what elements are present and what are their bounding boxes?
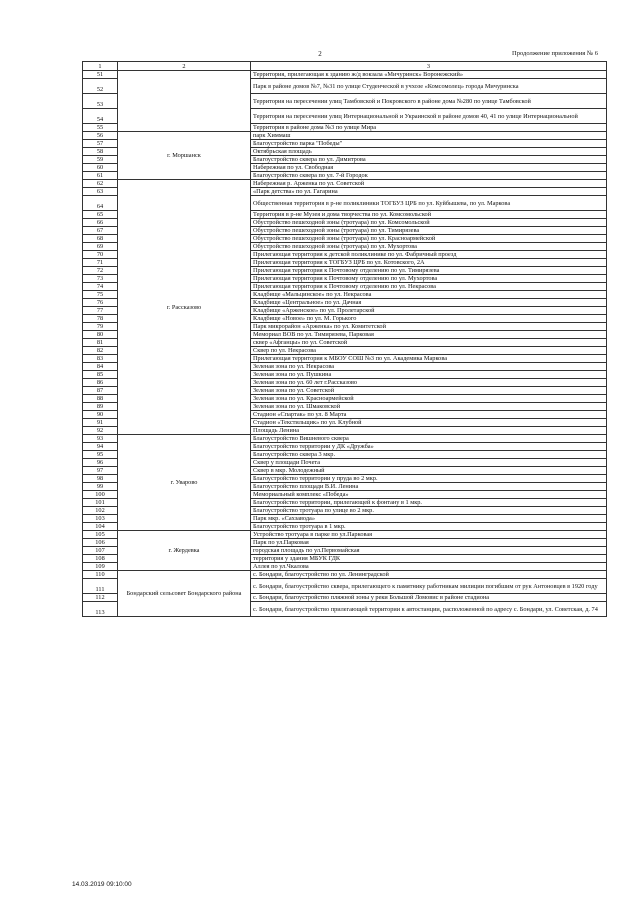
area-cell: Бондарский сельсовет Бондарского района [118,571,251,617]
site-description-cell: Благоустройство площади В.И. Ленина [251,483,607,491]
footer-timestamp: 14.03.2019 09:10:00 [72,881,132,888]
site-description-cell: Прилегающая территория к Почтовому отделению по ул. Тимирязева [251,267,607,275]
row-number-cell: 56 [83,132,118,140]
site-description-cell: Мемориальный комплекс «Победа» [251,491,607,499]
site-description-cell: Благоустройство территории у пруда во 2 мкр. [251,475,607,483]
site-description-cell: Стадион «Спартак» по ул. 8 Марта [251,411,607,419]
row-number-cell: 80 [83,331,118,339]
site-description-cell: Прилегающая территория к Почтовому отделению по ул. Некрасова [251,283,607,291]
site-description-cell: Зеленая зона по ул. Советской [251,387,607,395]
row-number-cell: 98 [83,475,118,483]
row-number-cell: 89 [83,403,118,411]
site-description-cell: Кладбище «Новое» по ул. М. Горького [251,315,607,323]
table-body [83,62,607,617]
site-description-cell: городская площадь по ул.Первомайская [251,547,607,555]
row-number-cell: 57 [83,140,118,148]
site-description-cell: Благоустройство территории, прилегающей к фонтану в 1 мкр. [251,499,607,507]
site-description-cell: Прилегающая территория к МБОУ СОШ №3 по ул. Академика Маркова [251,355,607,363]
site-description-cell: Октябрьская площадь [251,148,607,156]
table-row [83,180,607,188]
row-number-cell: 67 [83,227,118,235]
site-description-cell: Территория в р-не Музея и дома творчества по ул. Комсомольской [251,211,607,219]
page-number: 2 [318,50,322,58]
row-number-cell: 93 [83,435,118,443]
row-number-cell: 51 [83,71,118,79]
site-description-cell: «Парк детства» по ул. Гагарина [251,188,607,196]
row-number-cell: 64 [83,196,118,211]
site-description-cell: сквер «Афганцы» по ул. Советской [251,339,607,347]
row-number-cell: 61 [83,172,118,180]
row-number-cell: 100 [83,491,118,499]
row-number-cell: 111 [83,579,118,594]
row-number-cell: 104 [83,523,118,531]
row-number-cell: 54 [83,109,118,124]
site-description-cell: Парк по ул.Парковая [251,539,607,547]
site-description-cell: Прилегающая территория к детской поликлинике по ул. Фабричный проезд [251,251,607,259]
site-description-cell: с. Бондари, благоустройство пляжной зоны у реки Большой Ломовис в районе стадиона [251,594,607,602]
table-row [83,571,607,579]
site-description-cell: Благоустройство тротуара по улице во 2 мкр. [251,507,607,515]
table-row [83,435,607,443]
site-description-cell: Прилегающая территория к ТОГБУЗ ЦРБ по ул. Котовского, 2А [251,259,607,267]
site-description-cell: Благоустройство Вишневого сквера [251,435,607,443]
site-description-cell: Благоустройство сквера по ул. Димитрова [251,156,607,164]
row-number-cell: 83 [83,355,118,363]
site-description-cell: Благоустройство территории у ДК «Дружба» [251,443,607,451]
row-number-cell: 75 [83,291,118,299]
site-description-cell: Территория на пересечении улиц Тамбовской и Покровского в районе дома №280 по улице Тамбовской [251,94,607,109]
site-description-cell: Парк мкр. «Сахзавода» [251,515,607,523]
row-number-cell: 68 [83,235,118,243]
row-number-cell: 52 [83,79,118,94]
row-number-cell: 94 [83,443,118,451]
site-description-cell: Обустройство пешеходной зоны (тротуара) по ул. Мухортова [251,243,607,251]
table-header-row [83,62,607,71]
row-number-cell: 88 [83,395,118,403]
site-description-cell: территория у здания МБУК ГДК [251,555,607,563]
site-description-cell: Зеленая зона по ул. 60 лет г.Рассказово [251,379,607,387]
row-number-cell: 59 [83,156,118,164]
table-row [83,531,607,539]
area-cell: г. Жердевка [118,531,251,571]
row-number-cell: 82 [83,347,118,355]
site-description-cell: с. Бондари, благоустройство сквера, прилегающего к памятнику работникам милиции погибшим от рук Антоновцев в 1920 году [251,579,607,594]
site-description-cell: Стадион «Текстильщик» по ул. Клубной [251,419,607,427]
site-description-cell: Зеленая зона по ул. Шмаковской [251,403,607,411]
site-description-cell: Зеленая зона по ул. Некрасова [251,363,607,371]
row-number-cell: 86 [83,379,118,387]
row-number-cell: 99 [83,483,118,491]
site-description-cell: Зеленая зона по ул. Пушкина [251,371,607,379]
row-number-cell: 81 [83,339,118,347]
row-number-cell: 110 [83,571,118,579]
row-number-cell: 71 [83,259,118,267]
site-description-cell: Благоустройство сквера 3 мкр. [251,451,607,459]
row-number-cell: 112 [83,594,118,602]
site-description-cell: Обустройство пешеходной зоны (тротуара) по ул. Тимирязева [251,227,607,235]
row-number-cell: 73 [83,275,118,283]
row-number-cell: 106 [83,539,118,547]
site-description-cell: Зеленая зона по ул. Красноармейской [251,395,607,403]
area-cell [118,71,251,132]
row-number-cell: 55 [83,124,118,132]
site-description-cell: Благоустройство тротуара в 1 мкр. [251,523,607,531]
row-number-cell: 85 [83,371,118,379]
row-number-cell: 70 [83,251,118,259]
site-description-cell: Общественная территория в р-не поликлиники ТОГБУЗ ЦРБ по ул. Куйбышева, по ул. Маркова [251,196,607,211]
site-description-cell: Кладбище «Центральное» по ул. Дачная [251,299,607,307]
row-number-cell: 74 [83,283,118,291]
row-number-cell: 107 [83,547,118,555]
row-number-cell: 65 [83,211,118,219]
row-number-cell: 108 [83,555,118,563]
site-description-cell: Благоустройство сквера по ул. 7-й Городок [251,172,607,180]
row-number-cell: 60 [83,164,118,172]
site-description-cell: Благоустройство парка "Победы" [251,140,607,148]
sites-table [82,61,607,617]
row-number-cell: 58 [83,148,118,156]
site-description-cell: Сквер у площади Почета [251,459,607,467]
site-description-cell: Кладбище «Мальцинское» по ул. Некрасова [251,291,607,299]
row-number-cell: 91 [83,419,118,427]
site-description-cell: Территория на пересечении улиц Интернациональной и Украинской в районе домов 40, 41 по улице Интернациональной [251,109,607,124]
area-cell: г. Моршанск [118,132,251,180]
site-description-cell: Аллея по ул.Чкалова [251,563,607,571]
row-number-cell: 87 [83,387,118,395]
row-number-cell: 77 [83,307,118,315]
site-description-cell: Парк микрорайон «Арженка» по ул. Комитетской [251,323,607,331]
area-cell: г. Рассказово [118,180,251,435]
site-description-cell: Территория, прилегающая к зданию ж/д вокзала «Мичуринск» Воронежский» [251,71,607,79]
row-number-cell: 90 [83,411,118,419]
site-description-cell: Обустройство пешеходной зоны (тротуара) по ул. Комсомольской [251,219,607,227]
site-description-cell: Прилегающая территория к Почтовому отделению по ул. Мухортова [251,275,607,283]
row-number-cell: 96 [83,459,118,467]
row-number-cell: 76 [83,299,118,307]
row-number-cell: 72 [83,267,118,275]
site-description-cell: Набережная по ул. Свободная [251,164,607,172]
table-row [83,132,607,140]
row-number-cell: 102 [83,507,118,515]
area-cell: г. Уварово [118,435,251,531]
row-number-cell: 97 [83,467,118,475]
row-number-cell: 53 [83,94,118,109]
row-number-cell: 113 [83,602,118,617]
row-number-cell: 66 [83,219,118,227]
site-description-cell: Устройство тротуара в парке по ул.Парковая [251,531,607,539]
row-number-cell: 79 [83,323,118,331]
site-description-cell: Набережная р. Арженка по ул. Советской [251,180,607,188]
site-description-cell: с. Бондари, благоустройство по ул. Ленинградской [251,571,607,579]
site-description-cell: Кладбище «Арженское» по ул. Пролетарской [251,307,607,315]
site-description-cell: с. Бондари, благоустройство прилегающей территории к автостанции, расположенной по адресу с. Бондари, ул. Советская, д. 74 [251,602,607,617]
row-number-cell: 78 [83,315,118,323]
row-number-cell: 109 [83,563,118,571]
row-number-cell: 103 [83,515,118,523]
row-number-cell: 105 [83,531,118,539]
row-number-cell: 69 [83,243,118,251]
row-number-cell: 92 [83,427,118,435]
row-number-cell: 95 [83,451,118,459]
row-number-cell: 84 [83,363,118,371]
row-number-cell: 63 [83,188,118,196]
column-header: 3 [251,62,607,71]
site-description-cell: Территория в районе дома №3 по улице Мира [251,124,607,132]
column-header: 2 [118,62,251,71]
continuation-note: Продолжение приложения № 6 [512,50,598,57]
column-header: 1 [83,62,118,71]
site-description-cell: Сквер в мкр. Молодежный [251,467,607,475]
row-number-cell: 62 [83,180,118,188]
site-description-cell: парк Химмаш [251,132,607,140]
site-description-cell: Сквер по ул. Некрасова [251,347,607,355]
site-description-cell: Обустройство пешеходной зоны (тротуара) по ул. Красноармейской [251,235,607,243]
site-description-cell: Мемориал ВОВ по ул. Тимирязева, Парковая [251,331,607,339]
site-description-cell: Парк в районе домов №7, №31 по улице Студенческой в учхозе «Комсомолец» города Мичуринска [251,79,607,94]
table-row [83,71,607,79]
row-number-cell: 101 [83,499,118,507]
site-description-cell: Площадь Ленина [251,427,607,435]
